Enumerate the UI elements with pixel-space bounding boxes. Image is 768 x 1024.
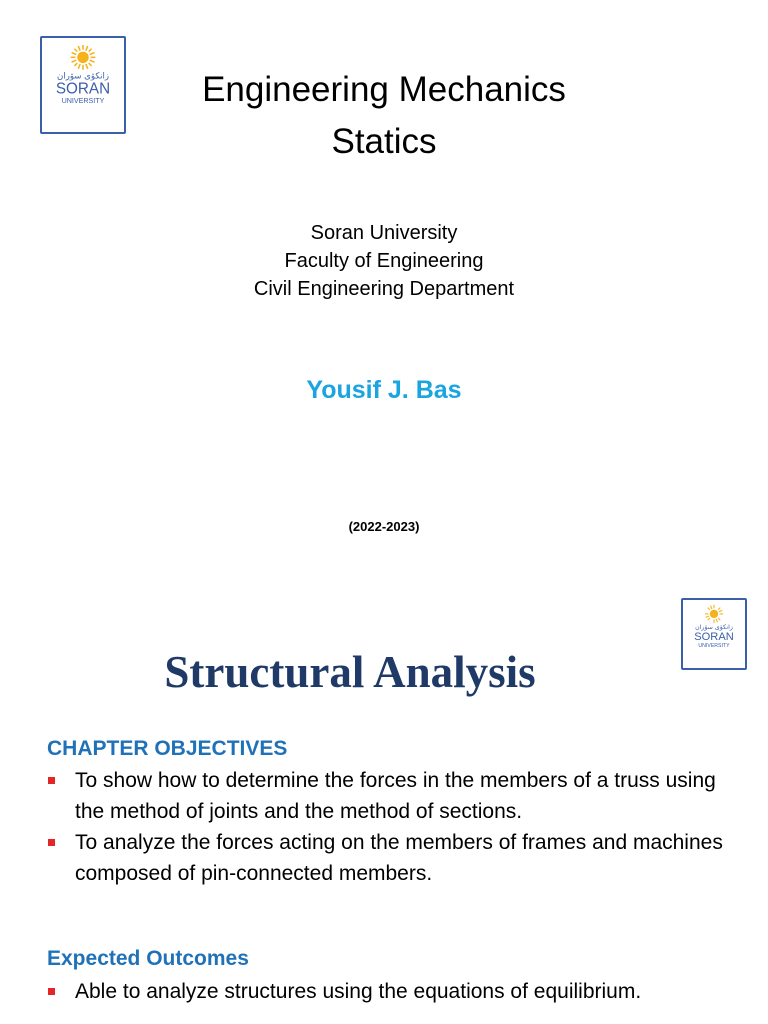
sun-emblem-icon: [705, 605, 723, 623]
course-subtitle: Statics: [331, 122, 437, 161]
faculty-name: Faculty of Engineering: [284, 250, 484, 272]
list-item: [46, 827, 746, 889]
logo-brand-text: SORAN: [694, 631, 734, 644]
objective-text: To analyze the forces acting on the members of frames and machines composed of pin-connected members.: [75, 831, 723, 885]
logo-subtitle-text: UNIVERSITY: [698, 643, 730, 650]
logo-arabic-text: زانكۆی سۆران: [57, 71, 109, 82]
course-title: Engineering Mechanics: [202, 70, 566, 109]
outcomes-heading: Expected Outcomes: [47, 947, 249, 970]
list-item: [46, 976, 746, 1007]
objectives-heading: CHAPTER OBJECTIVES: [47, 737, 288, 760]
author-name: Yousif J. Bas: [306, 376, 462, 404]
objective-text: To show how to determine the forces in the members of a truss using the method of joints and the method of sections.: [75, 769, 716, 823]
logo-arabic-text: زانكۆی سۆران: [695, 624, 733, 632]
objectives-list: [46, 765, 746, 889]
bullet-square-icon: [48, 988, 55, 995]
list-item: [46, 765, 746, 827]
department-name: Civil Engineering Department: [253, 278, 515, 300]
logo-brand-text: SORAN: [55, 80, 111, 98]
slide-title: Structural Analysis: [164, 647, 536, 697]
university-name: Soran University: [310, 222, 458, 244]
outcome-text: Able to analyze structures using the equations of equilibrium.: [75, 980, 642, 1003]
bullet-square-icon: [48, 839, 55, 846]
bullet-square-icon: [48, 777, 55, 784]
sun-emblem-icon: [71, 45, 96, 70]
outcomes-list: [46, 976, 746, 1007]
academic-year: (2022-2023): [348, 519, 420, 534]
logo-subtitle-text: UNIVERSITY: [61, 97, 105, 106]
